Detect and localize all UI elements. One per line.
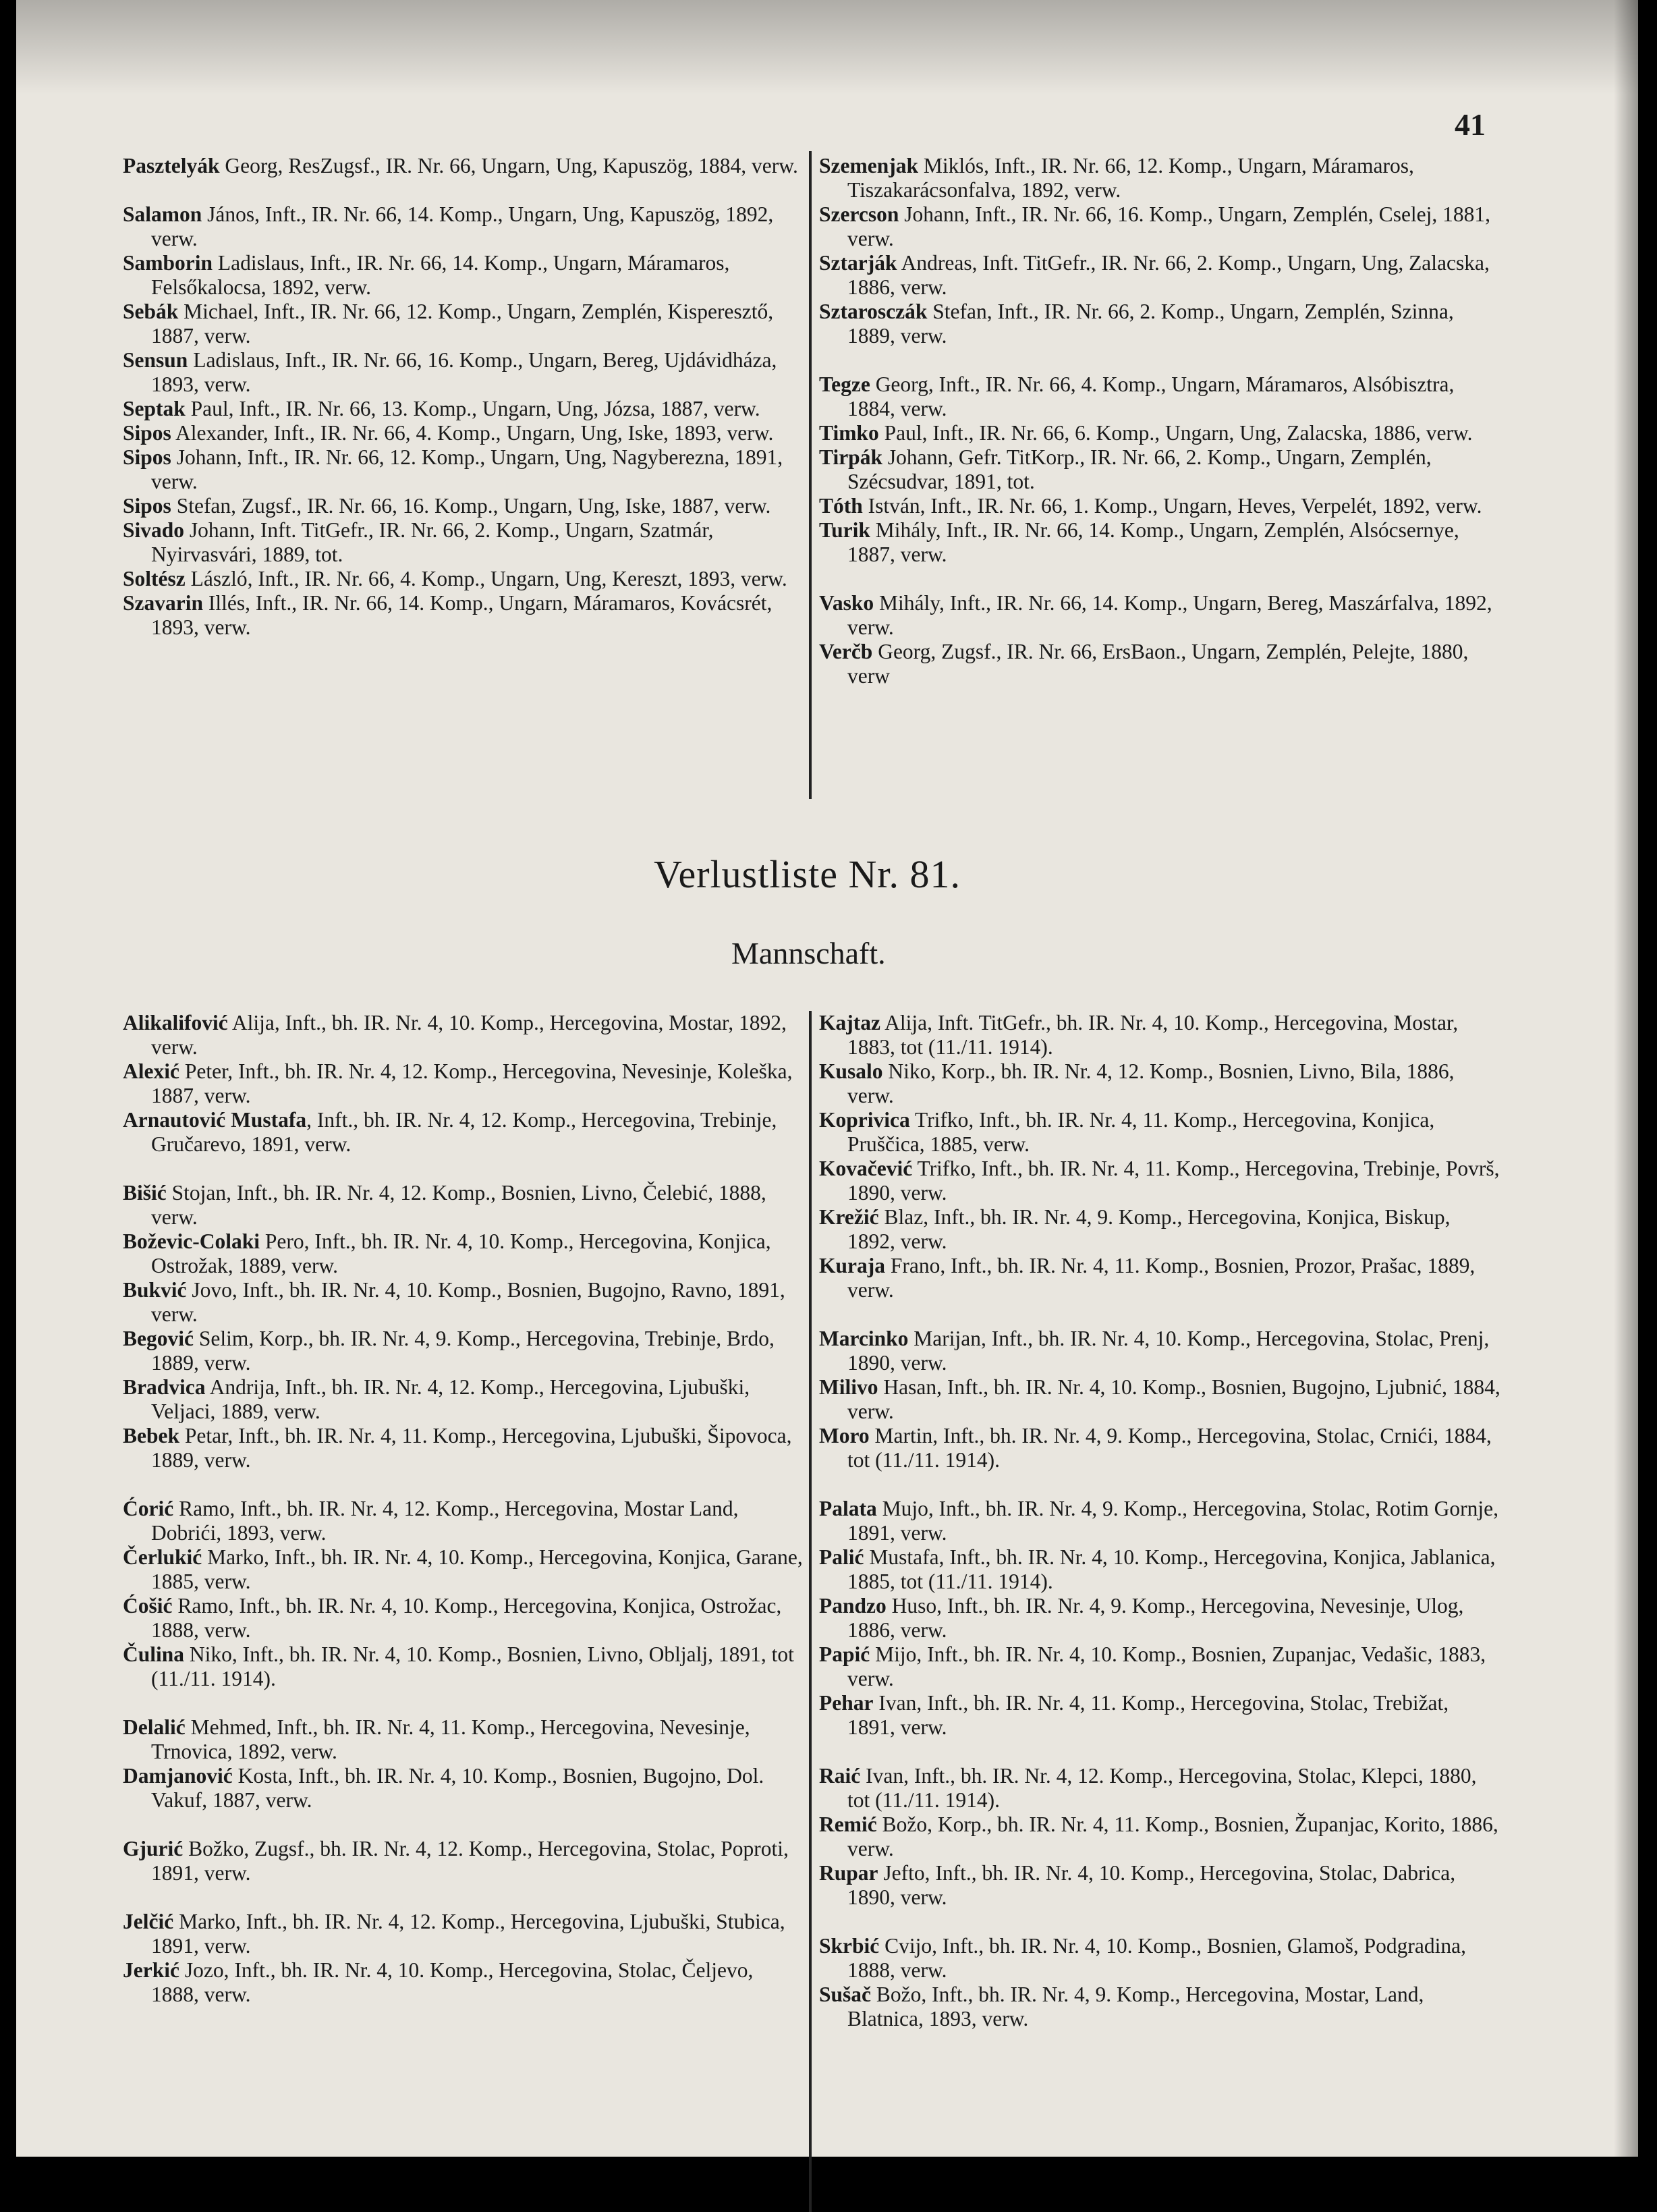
section-title: Mannschaft. bbox=[731, 936, 886, 970]
casualty-surname: Sipos bbox=[123, 494, 171, 518]
casualty-surname: Marcinko bbox=[819, 1327, 909, 1350]
casualty-surname: Begović bbox=[123, 1327, 194, 1350]
casualty-entry bbox=[819, 251, 1500, 300]
casualty-details: Cvijo, Inft., bh. IR. Nr. 4, 10. Komp., Bosnien, Glamoš, Podgradina, 1888, verw. bbox=[847, 1934, 1466, 1982]
casualty-details: Marko, Inft., bh. IR. Nr. 4, 10. Komp., Hercegovina, Konjica, Garane, 1885, verw. bbox=[151, 1545, 803, 1593]
casualty-details: Georg, Zugsf., IR. Nr. 66, ErsBaon., Ungarn, Zemplén, Pelejte, 1880, verw bbox=[847, 640, 1469, 688]
casualty-details: Blaz, Inft., bh. IR. Nr. 4, 9. Komp., Hercegovina, Konjica, Biskup, 1892, verw. bbox=[847, 1205, 1451, 1253]
casualty-entry bbox=[123, 591, 804, 640]
casualty-details: Selim, Korp., bh. IR. Nr. 4, 9. Komp., Hercegovina, Trebinje, Brdo, 1889, verw. bbox=[151, 1327, 775, 1375]
casualty-details: Pero, Inft., bh. IR. Nr. 4, 10. Komp., Hercegovina, Konjica, Ostrožak, 1889, verw. bbox=[151, 1229, 771, 1277]
casualty-entry bbox=[123, 1424, 804, 1472]
casualty-details: Mujo, Inft., bh. IR. Nr. 4, 9. Komp., Hercegovina, Stolac, Rotim Gornje, 1891, verw. bbox=[847, 1497, 1498, 1545]
casualty-entry bbox=[819, 1205, 1500, 1254]
casualty-surname: Sensun bbox=[123, 348, 188, 372]
casualty-entry bbox=[819, 1497, 1500, 1545]
casualty-details: Jefto, Inft., bh. IR. Nr. 4, 10. Komp., Hercegovina, Stolac, Dabrica, 1890, verw. bbox=[847, 1861, 1456, 1909]
casualty-entry bbox=[123, 1375, 804, 1424]
casualty-details: Niko, Inft., bh. IR. Nr. 4, 10. Komp., Bosnien, Livno, Obljalj, 1891, tot (11./11. 1914). bbox=[151, 1642, 794, 1690]
casualty-surname: Čulina bbox=[123, 1642, 185, 1666]
casualty-entry bbox=[123, 397, 804, 421]
casualty-details: Mihály, Inft., IR. Nr. 66, 14. Komp., Ungarn, Zemplén, Alsócsernye, 1887, verw. bbox=[847, 518, 1459, 566]
casualty-entry bbox=[123, 202, 804, 251]
casualty-surname: Szercson bbox=[819, 202, 899, 226]
casualty-details: Paul, Inft., IR. Nr. 66, 6. Komp., Ungarn, Ung, Zalacska, 1886, verw. bbox=[878, 421, 1473, 445]
casualty-details: Petar, Inft., bh. IR. Nr. 4, 11. Komp., Hercegovina, Ljubuški, Šipovoca, 1889, verw. bbox=[151, 1424, 792, 1472]
casualty-entry bbox=[819, 154, 1500, 202]
casualty-details: Kosta, Inft., bh. IR. Nr. 4, 10. Komp., Bosnien, Bugojno, Dol. Vakuf, 1887, verw. bbox=[151, 1764, 764, 1812]
casualty-entry bbox=[123, 445, 804, 494]
casualty-surname: Jelčić bbox=[123, 1910, 174, 1933]
casualty-surname: Arnautović Mustafa bbox=[123, 1108, 307, 1132]
casualty-entry bbox=[819, 1108, 1500, 1157]
casualty-details: Ramo, Inft., bh. IR. Nr. 4, 12. Komp., Hercegovina, Mostar Land, Dobrići, 1893, verw. bbox=[151, 1497, 739, 1545]
casualty-details: Stojan, Inft., bh. IR. Nr. 4, 12. Komp., Bosnien, Livno, Čelebić, 1888, verw. bbox=[151, 1181, 766, 1229]
casualty-entry bbox=[819, 1375, 1500, 1424]
casualty-entry bbox=[123, 1327, 804, 1375]
casualty-surname: Kovačević bbox=[819, 1157, 913, 1180]
casualty-surname: Sipos bbox=[123, 421, 171, 445]
casualty-details: , Inft., bh. IR. Nr. 4, 12. Komp., Hercegovina, Trebinje, Gručarevo, 1891, verw. bbox=[151, 1108, 777, 1156]
casualty-details: Johann, Inft. TitGefr., IR. Nr. 66, 2. Komp., Ungarn, Szatmár, Nyirvasvári, 1889, tot. bbox=[151, 518, 714, 566]
casualty-details: Niko, Korp., bh. IR. Nr. 4, 12. Komp., Bosnien, Livno, Bila, 1886, verw. bbox=[847, 1059, 1455, 1107]
casualty-surname: Sztarják bbox=[819, 251, 897, 275]
casualty-entry bbox=[123, 154, 804, 178]
casualty-surname: Ćorić bbox=[123, 1497, 174, 1520]
casualty-details: Paul, Inft., IR. Nr. 66, 13. Komp., Ungarn, Ung, Józsa, 1887, verw. bbox=[185, 397, 760, 420]
casualty-surname: Koprivica bbox=[819, 1108, 910, 1132]
casualty-entry bbox=[819, 1157, 1500, 1205]
casualty-details: Johann, Inft., IR. Nr. 66, 16. Komp., Ungarn, Zemplén, Cselej, 1881, verw. bbox=[847, 202, 1491, 250]
bottom-right-column bbox=[819, 1011, 1500, 2031]
casualty-surname: Sivado bbox=[123, 518, 185, 542]
casualty-details: Trifko, Inft., bh. IR. Nr. 4, 11. Komp., Hercegovina, Konjica, Pruščica, 1885, verw. bbox=[847, 1108, 1435, 1156]
casualty-entry bbox=[123, 1642, 804, 1691]
casualty-details: Alexander, Inft., IR. Nr. 66, 4. Komp., Ungarn, Ung, Iske, 1893, verw. bbox=[171, 421, 774, 445]
casualty-surname: Sušač bbox=[819, 1983, 872, 2006]
casualty-details: Andrija, Inft., bh. IR. Nr. 4, 12. Komp., Hercegovina, Ljubuški, Veljaci, 1889, verw. bbox=[151, 1375, 750, 1423]
casualty-entry bbox=[819, 494, 1500, 518]
casualty-entry bbox=[819, 1983, 1500, 2031]
casualty-entry bbox=[123, 1278, 804, 1327]
casualty-details: Huso, Inft., bh. IR. Nr. 4, 9. Komp., Hercegovina, Nevesinje, Ulog, 1886, verw. bbox=[847, 1594, 1464, 1642]
casualty-details: Marijan, Inft., bh. IR. Nr. 4, 10. Komp., Hercegovina, Stolac, Prenj, 1890, verw. bbox=[847, 1327, 1490, 1375]
casualty-entry bbox=[123, 1837, 804, 1885]
casualty-entry bbox=[819, 591, 1500, 640]
casualty-details: Georg, Inft., IR. Nr. 66, 4. Komp., Ungarn, Máramaros, Alsóbisztra, 1884, verw. bbox=[847, 372, 1455, 420]
casualty-surname: Pandzo bbox=[819, 1594, 887, 1617]
casualty-surname: Verčb bbox=[819, 640, 873, 663]
casualty-entry bbox=[123, 1910, 804, 1958]
casualty-details: Ramo, Inft., bh. IR. Nr. 4, 10. Komp., Hercegovina, Konjica, Ostrožac, 1888, verw. bbox=[151, 1594, 782, 1642]
casualty-details: Illés, Inft., IR. Nr. 66, 14. Komp., Ungarn, Máramaros, Kovácsrét, 1893, verw. bbox=[151, 591, 773, 639]
casualty-details: László, Inft., IR. Nr. 66, 4. Komp., Ungarn, Ung, Kereszt, 1893, verw. bbox=[185, 567, 787, 590]
top-right-column bbox=[819, 154, 1500, 688]
casualty-entry bbox=[819, 1813, 1500, 1861]
casualty-surname: Sebák bbox=[123, 300, 179, 323]
casualty-surname: Samborin bbox=[123, 251, 213, 275]
casualty-surname: Damjanović bbox=[123, 1764, 233, 1788]
casualty-surname: Raić bbox=[819, 1764, 861, 1788]
casualty-entry bbox=[819, 1545, 1500, 1594]
casualty-surname: Moro bbox=[819, 1424, 870, 1447]
casualty-details: Georg, ResZugsf., IR. Nr. 66, Ungarn, Ung, Kapuszög, 1884, verw. bbox=[219, 154, 798, 177]
casualty-entry bbox=[819, 1327, 1500, 1375]
casualty-details: Ivan, Inft., bh. IR. Nr. 4, 12. Komp., Hercegovina, Stolac, Klepci, 1880, tot (11./11. 1914). bbox=[847, 1764, 1477, 1812]
casualty-entry bbox=[819, 1861, 1500, 1910]
casualty-surname: Pehar bbox=[819, 1691, 874, 1715]
casualty-surname: Ćošić bbox=[123, 1594, 173, 1617]
casualty-surname: Boževic-Colaki bbox=[123, 1229, 260, 1253]
top-left-column bbox=[123, 154, 804, 640]
casualty-entry bbox=[123, 421, 804, 445]
casualty-entry bbox=[819, 300, 1500, 348]
casualty-entry bbox=[819, 1642, 1500, 1691]
casualty-details: Andreas, Inft. TitGefr., IR. Nr. 66, 2. Komp., Ungarn, Ung, Zalacska, 1886, verw. bbox=[847, 251, 1490, 299]
casualty-details: Hasan, Inft., bh. IR. Nr. 4, 10. Komp., Bosnien, Bugojno, Ljubnić, 1884, verw. bbox=[847, 1375, 1500, 1423]
casualty-details: Jozo, Inft., bh. IR. Nr. 4, 10. Komp., Hercegovina, Stolac, Čeljevo, 1888, verw. bbox=[151, 1958, 754, 2006]
casualty-entry bbox=[819, 1594, 1500, 1642]
casualty-entry bbox=[819, 202, 1500, 251]
casualty-surname: Delalić bbox=[123, 1715, 186, 1739]
column-divider-top bbox=[809, 151, 812, 799]
casualty-surname: Kusalo bbox=[819, 1059, 883, 1083]
casualty-surname: Bradvica bbox=[123, 1375, 206, 1399]
casualty-entry bbox=[819, 1424, 1500, 1472]
casualty-details: János, Inft., IR. Nr. 66, 14. Komp., Ungarn, Ung, Kapuszög, 1892, verw. bbox=[151, 202, 774, 250]
casualty-surname: Tegze bbox=[819, 372, 870, 396]
document-page bbox=[16, 0, 1638, 2157]
casualty-surname: Szavarin bbox=[123, 591, 204, 615]
casualty-surname: Sipos bbox=[123, 445, 171, 469]
casualty-entry bbox=[123, 1229, 804, 1278]
casualty-details: Ladislaus, Inft., IR. Nr. 66, 16. Komp., Ungarn, Bereg, Ujdávidháza, 1893, verw. bbox=[151, 348, 777, 396]
casualty-details: Miklós, Inft., IR. Nr. 66, 12. Komp., Ungarn, Máramaros, Tiszakarácsonfalva, 1892, verw. bbox=[847, 154, 1414, 202]
casualty-details: Mustafa, Inft., bh. IR. Nr. 4, 10. Komp., Hercegovina, Konjica, Jablanica, 1885, tot (11./11. 1914). bbox=[847, 1545, 1496, 1593]
casualty-surname: Kuraja bbox=[819, 1254, 885, 1277]
casualty-details: Stefan, Zugsf., IR. Nr. 66, 16. Komp., Ungarn, Ung, Iske, 1887, verw. bbox=[171, 494, 771, 518]
casualty-details: Johann, Gefr. TitKorp., IR. Nr. 66, 2. Komp., Ungarn, Zemplén, Szécsudvar, 1891, tot. bbox=[847, 445, 1432, 493]
casualty-surname: Septak bbox=[123, 397, 186, 420]
casualty-entry bbox=[819, 1254, 1500, 1302]
casualty-details: Alija, Inft. TitGefr., bh. IR. Nr. 4, 10. Komp., Hercegovina, Mostar, 1883, tot (11./11. 1914). bbox=[847, 1011, 1459, 1059]
casualty-details: Martin, Inft., bh. IR. Nr. 4, 9. Komp., Hercegovina, Stolac, Crnići, 1884, tot (11./11. 1914). bbox=[847, 1424, 1492, 1472]
casualty-entry bbox=[123, 1059, 804, 1108]
casualty-surname: Vasko bbox=[819, 591, 874, 615]
casualty-entry bbox=[123, 1594, 804, 1642]
casualty-details: Johann, Inft., IR. Nr. 66, 12. Komp., Ungarn, Ung, Nagyberezna, 1891, verw. bbox=[151, 445, 783, 493]
casualty-surname: Pasztelyák bbox=[123, 154, 220, 177]
casualty-entry bbox=[123, 1715, 804, 1764]
casualty-entry bbox=[123, 1497, 804, 1545]
casualty-surname: Timko bbox=[819, 421, 879, 445]
casualty-details: Ladislaus, Inft., IR. Nr. 66, 14. Komp., Ungarn, Máramaros, Felsőkalocsa, 1892, verw. bbox=[151, 251, 730, 299]
casualty-details: Stefan, Inft., IR. Nr. 66, 2. Komp., Ungarn, Zemplén, Szinna, 1889, verw. bbox=[847, 300, 1454, 348]
casualty-entry bbox=[819, 1764, 1500, 1813]
casualty-surname: Papić bbox=[819, 1642, 870, 1666]
casualty-entry bbox=[123, 1764, 804, 1813]
page-number: 41 bbox=[1455, 107, 1486, 142]
casualty-surname: Alikalifović bbox=[123, 1011, 228, 1034]
casualty-surname: Sztarosczák bbox=[819, 300, 928, 323]
casualty-entry bbox=[123, 251, 804, 300]
casualty-surname: Čerlukić bbox=[123, 1545, 202, 1569]
casualty-surname: Turik bbox=[819, 518, 870, 542]
casualty-entry bbox=[123, 348, 804, 397]
casualty-details: Božo, Korp., bh. IR. Nr. 4, 11. Komp., Bosnien, Županjac, Korito, 1886, verw. bbox=[847, 1813, 1498, 1860]
casualty-surname: Kajtaz bbox=[819, 1011, 880, 1034]
casualty-details: Mehmed, Inft., bh. IR. Nr. 4, 11. Komp., Hercegovina, Nevesinje, Trnovica, 1892, verw. bbox=[151, 1715, 750, 1763]
casualty-entry bbox=[123, 300, 804, 348]
casualty-surname: Tóth bbox=[819, 494, 863, 518]
casualty-details: Frano, Inft., bh. IR. Nr. 4, 11. Komp., Bosnien, Prozor, Prašac, 1889, verw. bbox=[847, 1254, 1476, 1302]
casualty-surname: Palata bbox=[819, 1497, 877, 1520]
casualty-surname: Alexić bbox=[123, 1059, 179, 1083]
casualty-entry bbox=[123, 1958, 804, 2007]
casualty-entry bbox=[819, 421, 1500, 445]
casualty-entry bbox=[123, 518, 804, 567]
casualty-entry bbox=[819, 372, 1500, 421]
casualty-details: Peter, Inft., bh. IR. Nr. 4, 12. Komp., Hercegovina, Nevesinje, Koleška, 1887, verw. bbox=[151, 1059, 793, 1107]
casualty-details: Michael, Inft., IR. Nr. 66, 12. Komp., Ungarn, Zemplén, Kisperesztő, 1887, verw. bbox=[151, 300, 774, 348]
casualty-details: Božko, Zugsf., bh. IR. Nr. 4, 12. Komp., Hercegovina, Stolac, Poproti, 1891, verw. bbox=[151, 1837, 789, 1885]
casualty-entry bbox=[819, 1011, 1500, 1059]
casualty-surname: Remić bbox=[819, 1813, 877, 1836]
casualty-details: Božo, Inft., bh. IR. Nr. 4, 9. Komp., Hercegovina, Mostar, Land, Blatnica, 1893, verw. bbox=[847, 1983, 1424, 2030]
casualty-entry bbox=[819, 445, 1500, 494]
casualty-entry bbox=[123, 567, 804, 591]
casualty-details: Jovo, Inft., bh. IR. Nr. 4, 10. Komp., Bosnien, Bugojno, Ravno, 1891, verw. bbox=[151, 1278, 785, 1326]
casualty-surname: Rupar bbox=[819, 1861, 878, 1885]
scan-shadow-top bbox=[16, 0, 1638, 94]
casualty-surname: Skrbić bbox=[819, 1934, 880, 1958]
casualty-surname: Bišić bbox=[123, 1181, 167, 1205]
casualty-details: Mijo, Inft., bh. IR. Nr. 4, 10. Komp., Bosnien, Zupanjac, Vedašic, 1883, verw. bbox=[847, 1642, 1486, 1690]
casualty-surname: Gjurić bbox=[123, 1837, 184, 1860]
casualty-entry bbox=[123, 1181, 804, 1229]
casualty-details: Alija, Inft., bh. IR. Nr. 4, 10. Komp., Hercegovina, Mostar, 1892, verw. bbox=[151, 1011, 787, 1059]
casualty-details: Trifko, Inft., bh. IR. Nr. 4, 11. Komp., Hercegovina, Trebinje, Površ, 1890, verw. bbox=[847, 1157, 1500, 1205]
casualty-entry bbox=[819, 1059, 1500, 1108]
casualty-surname: Salamon bbox=[123, 202, 202, 226]
casualty-details: Mihály, Inft., IR. Nr. 66, 14. Komp., Ungarn, Bereg, Maszárfalva, 1892, verw. bbox=[847, 591, 1492, 639]
bottom-left-column bbox=[123, 1011, 804, 2007]
casualty-surname: Palić bbox=[819, 1545, 864, 1569]
casualty-surname: Szemenjak bbox=[819, 154, 918, 177]
casualty-surname: Milivo bbox=[819, 1375, 878, 1399]
casualty-surname: Bebek bbox=[123, 1424, 180, 1447]
scan-shadow-right bbox=[1614, 0, 1638, 2157]
casualty-entry bbox=[123, 1011, 804, 1059]
list-title: Verlustliste Nr. 81. bbox=[654, 852, 961, 896]
casualty-entry bbox=[819, 640, 1500, 688]
casualty-entry bbox=[819, 1691, 1500, 1740]
casualty-entry bbox=[819, 1934, 1500, 1983]
casualty-details: István, Inft., IR. Nr. 66, 1. Komp., Ungarn, Heves, Verpelét, 1892, verw. bbox=[862, 494, 1482, 518]
column-divider-bottom bbox=[809, 1011, 812, 2212]
casualty-surname: Soltész bbox=[123, 567, 186, 590]
casualty-details: Marko, Inft., bh. IR. Nr. 4, 12. Komp., Hercegovina, Ljubuški, Stubica, 1891, verw. bbox=[151, 1910, 785, 1958]
casualty-entry bbox=[123, 1545, 804, 1594]
casualty-surname: Bukvić bbox=[123, 1278, 187, 1302]
casualty-surname: Krežić bbox=[819, 1205, 879, 1229]
casualty-entry bbox=[123, 494, 804, 518]
casualty-entry bbox=[819, 518, 1500, 567]
casualty-surname: Jerkić bbox=[123, 1958, 179, 1982]
casualty-surname: Tirpák bbox=[819, 445, 882, 469]
casualty-details: Ivan, Inft., bh. IR. Nr. 4, 11. Komp., Hercegovina, Stolac, Trebižat, 1891, verw. bbox=[847, 1691, 1449, 1739]
casualty-entry bbox=[123, 1108, 804, 1157]
